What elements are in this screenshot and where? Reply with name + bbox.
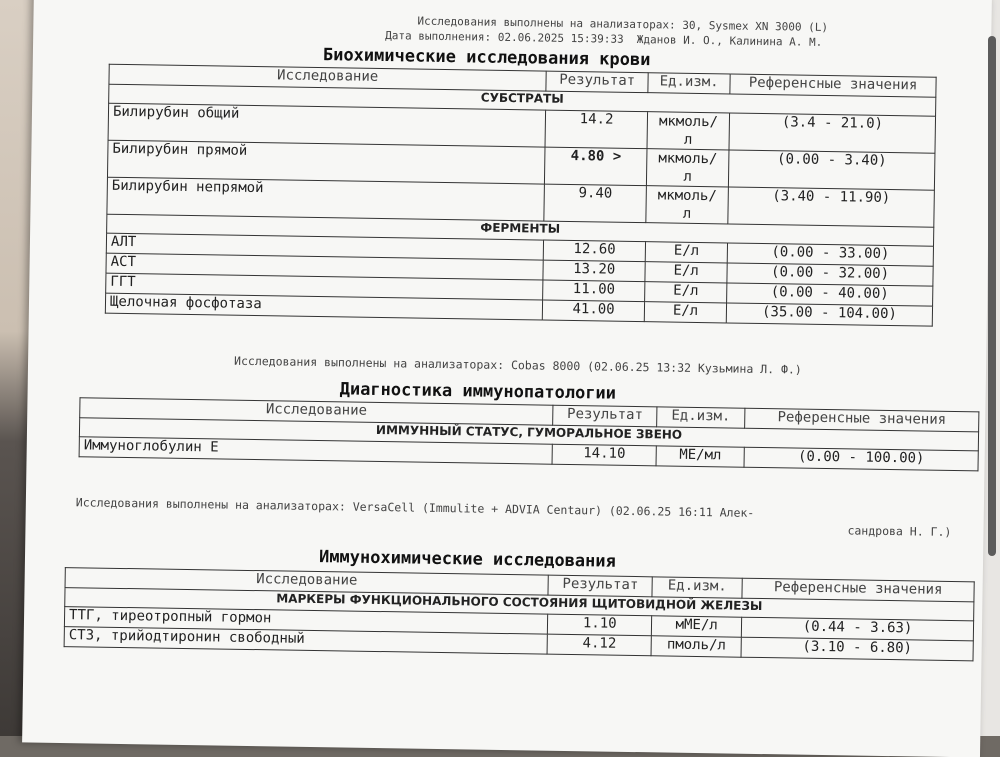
biochem-footer: Исследования выполнены на анализаторах: Cobas 8000 (02.06.25 13:32 Кузьмина Л. Ф.) <box>234 353 802 377</box>
unit-bottom: л <box>682 205 692 222</box>
reference-range: (0.00 - 33.00) <box>727 243 933 266</box>
result-value: 14.2 <box>545 110 648 149</box>
unit-cell <box>647 112 730 150</box>
reference-range: (0.00 - 100.00) <box>744 447 978 471</box>
col-unit: Ед.изм. <box>657 407 745 428</box>
biochem-table <box>105 64 937 327</box>
immunopath-footer-line1: Исследования выполнены на анализаторах: VersaCell (Immulite + ADVIA Centaur) (02.06.25 16:11 Алек- <box>75 495 755 520</box>
lab-report-sheet <box>22 0 992 757</box>
result-value: 12.60 <box>543 240 645 262</box>
test-name: Билирубин непрямой <box>107 177 545 221</box>
col-reference: Референсные значения <box>730 74 936 97</box>
unit-value: Е/л <box>645 242 727 263</box>
result-value: 1.10 <box>548 614 652 636</box>
test-name: ГГТ <box>106 273 543 300</box>
unit-value: пмоль/л <box>651 636 741 657</box>
immunochem-table <box>64 567 975 661</box>
unit-cell <box>647 149 730 187</box>
test-name: СТ3, трийодтиронин свободный <box>64 627 548 655</box>
test-name: Билирубин прямой <box>107 140 545 184</box>
unit-bottom: л <box>683 168 692 185</box>
test-name: Билирубин общий <box>108 103 546 147</box>
group-substrates: СУБСТРАТЫ <box>109 84 936 116</box>
immunopath-footer-line2: сандрова Н. Г.) <box>847 523 952 539</box>
group-thyroid-markers: МАРКЕРЫ ФУНКЦИОНАЛЬНОГО СОСТОЯНИЯ ЩИТОВИДНОЙ ЖЕЛЕЗЫ <box>65 588 974 621</box>
unit-value: мМЕ/л <box>652 616 742 637</box>
test-name: ТТГ, тиреотропный гормон <box>64 607 548 635</box>
analyzers-line: Исследования выполнены на анализаторах: 30, Sysmex XN 3000 (L) <box>417 14 829 34</box>
result-value: 4.12 <box>547 634 651 656</box>
col-test: Исследование <box>80 398 553 425</box>
reference-range: (35.00 - 104.00) <box>726 303 932 326</box>
unit-top: мкмоль/ <box>658 113 719 131</box>
test-name: АСТ <box>106 253 543 280</box>
reference-range: (3.4 - 21.0) <box>729 113 935 153</box>
test-name: Щелочная фосфотаза <box>105 293 542 320</box>
biochem-title: Биохимические исследования крови <box>322 45 651 71</box>
test-name: АЛТ <box>106 233 543 260</box>
reference-range: (3.40 - 11.90) <box>728 187 934 227</box>
unit-top: мкмоль/ <box>658 150 718 168</box>
col-result: Результат <box>546 71 648 93</box>
col-result: Результат <box>553 405 657 427</box>
unit-value: МЕ/мл <box>656 446 744 467</box>
unit-cell <box>646 186 729 224</box>
group-immune-status: ИММУННЫЙ СТАТУС, ГУМОРАЛЬНОЕ ЗВЕНО <box>79 418 978 451</box>
immunopath-title: Диагностика иммунопатологии <box>339 379 617 404</box>
col-unit: Ед.изм. <box>648 73 730 94</box>
unit-value: Е/л <box>644 302 726 323</box>
date-line: Дата выполнения: 02.06.2025 15:39:33 Жданов И. О., Калинина А. М. <box>385 29 823 49</box>
result-value: 14.10 <box>552 444 656 466</box>
col-test: Исследование <box>65 568 549 596</box>
unit-top: мкмоль/ <box>657 187 717 205</box>
unit-bottom: л <box>683 131 693 148</box>
col-result: Результат <box>548 575 652 597</box>
scrollbar[interactable] <box>988 36 996 556</box>
col-reference: Референсные значения <box>745 408 979 432</box>
unit-value: Е/л <box>645 282 727 303</box>
reference-range: (0.00 - 32.00) <box>727 263 933 286</box>
result-value: 41.00 <box>542 300 644 322</box>
result-value: 9.40 <box>544 184 647 223</box>
immunochem-title: Иммунохимические исследования <box>318 547 616 572</box>
col-reference: Референсные значения <box>742 578 974 602</box>
group-enzymes: ФЕРМЕНТЫ <box>107 214 934 246</box>
immunopath-table <box>79 397 980 471</box>
reference-range: (0.00 - 40.00) <box>727 283 933 306</box>
col-unit: Ед.изм. <box>652 577 742 598</box>
col-test: Исследование <box>109 64 546 91</box>
reference-range: (0.00 - 3.40) <box>728 150 934 190</box>
result-value: 13.20 <box>543 260 645 282</box>
unit-value: Е/л <box>645 262 727 283</box>
result-value-flagged: 4.80 > <box>545 147 648 186</box>
result-value: 11.00 <box>543 280 645 302</box>
reference-range: (0.44 - 3.63) <box>741 617 973 641</box>
reference-range: (3.10 - 6.80) <box>741 637 973 661</box>
test-name: Иммуноглобулин E <box>79 437 552 464</box>
